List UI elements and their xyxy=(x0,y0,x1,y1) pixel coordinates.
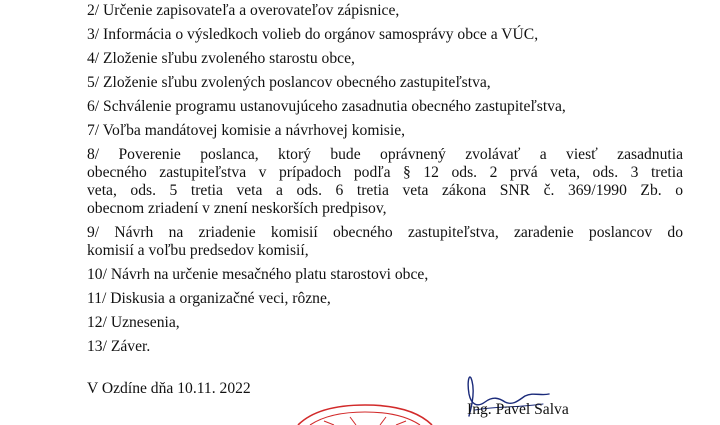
agenda-item-8-line-2: obecného zastupiteľstva v prípadoch podľa § 12 ods. 2 prvá veta, ods. 3 tretia xyxy=(87,164,683,181)
agenda-item-9-line-1: 9/ Návrh na zriadenie komisií obecného zastupiteľstva, zaradenie poslancov do xyxy=(87,224,683,241)
agenda-item-8-line-3: veta, ods. 5 tretia veta a ods. 6 tretia veta zákona SNR č. 369/1990 Zb. o xyxy=(87,182,683,199)
agenda-item-7: 7/ Voľba mandátovej komisie a návrhovej komisie, xyxy=(87,122,406,139)
place-date: V Ozdíne dňa 10.11. 2022 xyxy=(87,380,251,397)
agenda-item-3: 3/ Informácia o výsledkoch volieb do orgánov samosprávy obce a VÚC, xyxy=(87,26,539,43)
agenda-item-4: 4/ Zloženie sľubu zvoleného starostu obce, xyxy=(87,50,355,67)
agenda-item-5: 5/ Zloženie sľubu zvolených poslancov obecného zastupiteľstva, xyxy=(87,74,491,91)
agenda-item-13: 13/ Záver. xyxy=(87,338,151,355)
agenda-item-11: 11/ Diskusia a organizačné veci, rôzne, xyxy=(87,290,331,307)
signatory-name: Ing. Pavel Salva xyxy=(467,401,569,418)
agenda-item-8-line-1: 8/ Poverenie poslanca, ktorý bude oprávnený zvolávať a viesť zasadnutia xyxy=(87,146,683,163)
agenda-item-6: 6/ Schválenie programu ustanovujúceho zasadnutia obecného zastupiteľstva, xyxy=(87,98,566,115)
official-stamp xyxy=(290,395,440,425)
agenda-item-8-line-4: obecnom zriadení v znení neskorších predpisov, xyxy=(87,200,387,217)
agenda-item-10: 10/ Návrh na určenie mesačného platu starostovi obce, xyxy=(87,266,429,283)
agenda-item-9-line-2: komisií a voľbu predsedov komisií, xyxy=(87,242,309,259)
agenda-item-2: 2/ Určenie zapisovateľa a overovateľov zápisnice, xyxy=(87,2,400,19)
agenda-item-12: 12/ Uznesenia, xyxy=(87,314,180,331)
